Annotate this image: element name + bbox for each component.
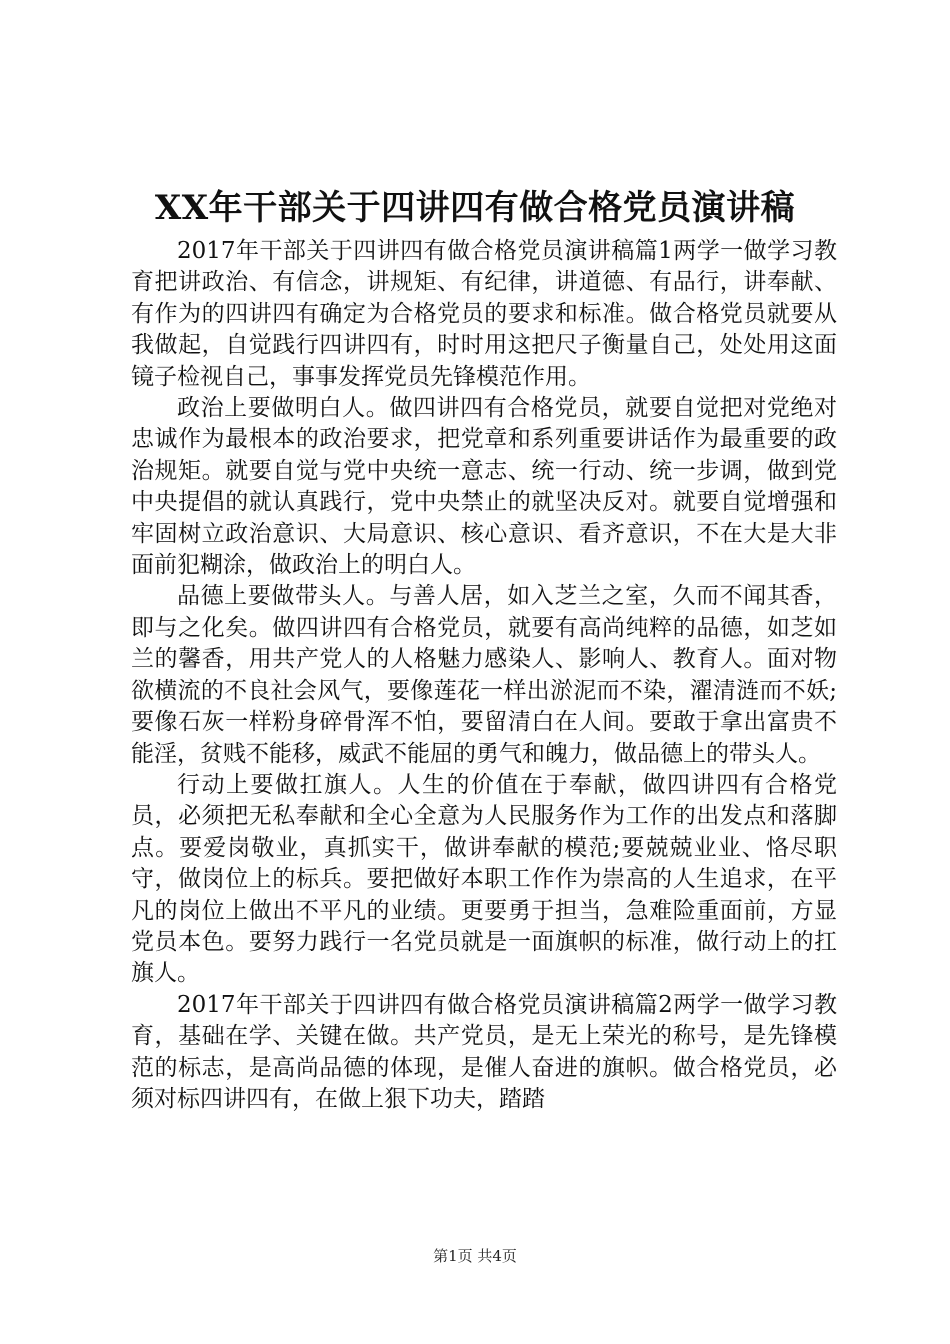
paragraph-5: 2017年干部关于四讲四有做合格党员演讲稿篇2两学一做学习教育，基础在学、关键在做。共产党员，是无上荣光的称号，是先锋模范的标志，是高尚品德的体现，是催人奋进的旗帜。做合格党员，必须对标四讲四有，在做上狠下功夫，踏踏 (131, 991, 837, 1112)
page-number-footer: 第1页 共4页 (433, 1247, 517, 1265)
paragraph-2: 政治上要做明白人。做四讲四有合格党员，就要自觉把对党绝对忠诚作为最根本的政治要求，把党章和系列重要讲话作为最重要的政治规矩。就要自觉与党中央统一意志、统一行动、统一步调，做到党中央提倡的就认真践行，党中央禁止的就坚决反对。就要自觉增强和牢固树立政治意识、大局意识、核心意识、看齐意识，不在大是大非面前犯糊涂，做政治上的明白人。 (131, 395, 837, 579)
document-body (131, 236, 837, 1115)
paragraph-1: 2017年干部关于四讲四有做合格党员演讲稿篇1两学一做学习教育把讲政治、有信念，讲规矩、有纪律，讲道德、有品行，讲奉献、有作为的四讲四有确定为合格党员的要求和标准。做合格党员就要从我做起，自觉践行四讲四有，时时用这把尺子衡量自己，处处用这面镜子检视自己，事事发挥党员先锋模范作用。 (131, 238, 837, 390)
paragraph-3: 品德上要做带头人。与善人居，如入芝兰之室，久而不闻其香，即与之化矣。做四讲四有合格党员，就要有高尚纯粹的品德，如芝如兰的馨香，用共产党人的人格魅力感染人、影响人、教育人。面对物欲横流的不良社会风气，要像莲花一样出淤泥而不染，濯清涟而不妖;要像石灰一样粉身碎骨浑不怕，要留清白在人间。要敢于拿出富贵不能淫，贫贱不能移，威武不能屈的勇气和魄力，做品德上的带头人。 (131, 583, 837, 767)
paragraph-4: 行动上要做扛旗人。人生的价值在于奉献，做四讲四有合格党员，必须把无私奉献和全心全意为人民服务作为工作的出发点和落脚点。要爱岗敬业，真抓实干，做讲奉献的模范;要兢兢业业、恪尽职守，做岗位上的标兵。要把做好本职工作作为崇高的人生追求，在平凡的岗位上做出不平凡的业绩。更要勇于担当，急难险重面前，方显党员本色。要努力践行一名党员就是一面旗帜的标准，做行动上的扛旗人。 (131, 771, 837, 987)
document-title: XX年干部关于四讲四有做合格党员演讲稿 (154, 188, 796, 228)
